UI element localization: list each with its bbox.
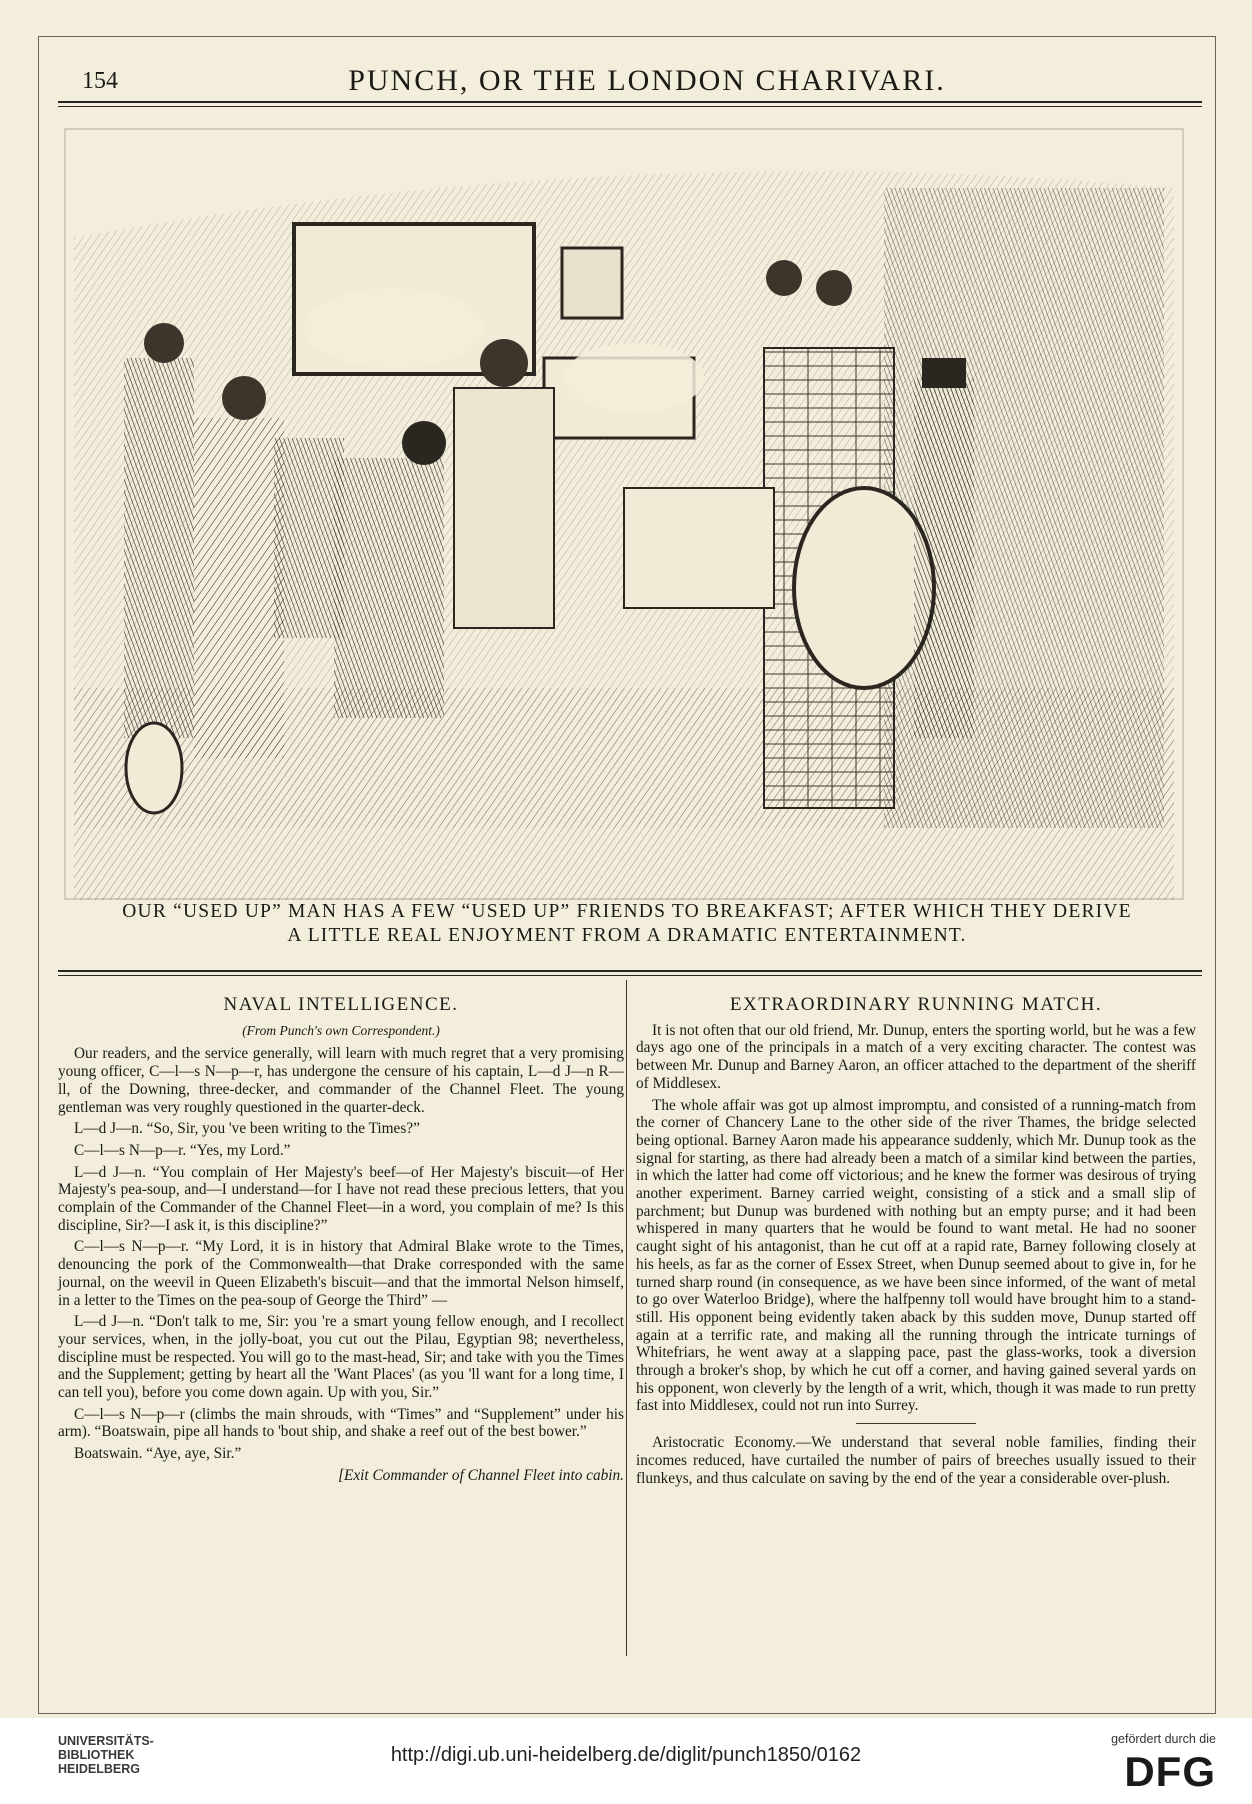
bulldog [126,723,182,813]
bass-drum [794,488,934,688]
guest-head [222,376,266,420]
caption-line-1: OUR “USED UP” MAN HAS A FEW “USED UP” FRIENDS TO BREAKFAST; AFTER WHICH THEY DERIVE [122,901,1132,922]
page-number: 154 [82,68,118,94]
publication-title: PUNCH, OR THE LONDON CHARIVARI. [348,64,946,97]
engraving-illustration [64,128,1184,900]
dialogue-line: L—d J—n. “So, Sir, you 've been writing to the Times?” [74,1120,420,1138]
running-header [78,60,1216,100]
dialogue-line: C—l—s N—p—r. “My Lord, it is in history that Admiral Blake wrote to the Times, denouncing the pork of the Commonwealth—that Drake corresponded with the same journal, on the weevil in Queen Elizabeth's biscuit—and that the immortal Nelson himself, in a letter to the Times on the pea-soup of George the Third” — [58,1238,624,1309]
smoke-cloud [564,343,704,413]
section-rule [58,970,1202,972]
article-byline: (From Punch's own Correspondent.) [242,1022,440,1038]
host-head [480,339,528,387]
puppet-punch [766,260,802,296]
dialogue-line: Boatswain. “Aye, aye, Sir.” [74,1445,242,1463]
dialogue-line: C—l—s N—p—r. “Yes, my Lord.” [74,1141,291,1159]
guest-head [402,421,446,465]
header-rule [58,101,1202,103]
gentleman-seated [194,418,284,758]
dfg-logo: DFG [1124,1748,1216,1795]
dialogue-line: C—l—s N—p—r (climbs the main shrouds, with “Times” and “Supplement” under his arm). “Boatswain, pipe all hands to 'bout ship, and shake a reef out of the best bower.” [58,1405,624,1441]
dialogue-line: L—d J—n. “Don't talk to me, Sir: you 're a smart young fellow enough, and I recollect your services, when, in the jolly-boat, you cut out the Pilau, Egyptian 98; nevertheless, discipline must be respected. You will go to the mast-head, Sir; and take with you the Times and the Supplement; getting by heart all the 'Want Places' (as you 'll want for a long time, I can tell you), before you come down again. Up with you, Sir.” [58,1313,624,1402]
gentleman-back-view [334,458,444,718]
source-url-link[interactable]: http://digi.ub.uni-heidelberg.de/diglit/punch1850/0162 [390,1744,862,1766]
gentleman-standing [124,358,194,738]
funding-note: gefördert durch die [1111,1732,1216,1746]
article-title: EXTRAORDINARY RUNNING MATCH. [729,994,1103,1015]
article-divider [856,1423,976,1424]
naval-intelligence-article [58,996,624,1485]
digitization-footer [0,1718,1252,1804]
caption-line-2: A LITTLE REAL ENJOYMENT FROM A DRAMATIC ENTERTAINMENT. [287,925,967,946]
smoke-cloud [304,288,484,368]
breakfast-table [624,488,774,608]
university-library-logo: UNIVERSITÄTS- BIBLIOTHEK HEIDELBERG [58,1734,154,1776]
stage-direction: [Exit Commander of Channel Fleet into cabin. [338,1466,624,1484]
header-rule-thin [58,106,1202,107]
article-paragraph: The whole affair was got up almost impromptu, and consisted of a running-match from the corner of Chancery Lane to the other side of the river Thames, the bridge selected being optional. Barney Aaron made his appearance suddenly, which Mr. Dunup took as the signal for starting, as there had already been a match of a similar kind between the parties, in which the latter had come off victorious; and he knew the former was desirous of trying another experiment. Barney carried weight, consisting of a stick and a small slip of parchment; but Dunup was burdened with nothing but an empty purse; and it had been whispered in many quarters that he would be found to want metal. He had no sooner caught sight of his antagonist, than he cut off at a rapid rate, Barney following closely at his heels, as far as the corner of Essex Street, when Dunup seemed about to give in, for he turned sharp round (in consequence, as we have been since informed, of the want of metal to go over Waterloo Bridge), where the halfpenny toll would have brought him to a stand-still. His opponent being evidently taken aback by this sudden move, Dunup started off again at a terrific rate, and making all the running through the intricate turnings of Whitefriars, he went away at a slapping pace, past the glass-works, took a diversion through a broker's shop, by which he cut off a corner, and having gained several yards on his opponent, won cleverly by the length of a writ, which, though it was made to run pretty fast into Middlesex, could not run into Surrey. [636,1096,1196,1415]
article-paragraph: Our readers, and the service generally, will learn with much regret that a very promising young officer, C—l—s N—p—r, has undergone the censure of his captain, L—d J—n R—ll, of the Downing, three-decker, and commander of the Channel Fleet. The young gentleman was very roughly questioned in the quarter-deck. [58,1045,624,1116]
dialogue-line: L—d J—n. “You complain of Her Majesty's beef—of Her Majesty's biscuit—of Her Majesty's pea-soup, and—I understand—for I have not read these precious letters, that you complain of the Commander of the Channel Fleet—in a word, you complain of me? Is this discipline, Sir?—I ask it, is this discipline?” [58,1163,624,1234]
drummer-figure [914,378,974,738]
wall-portrait [562,248,622,318]
article-title: NAVAL INTELLIGENCE. [223,994,459,1015]
gentleman-seated [274,438,344,638]
guest-head [144,323,184,363]
section-rule-thin [58,975,1202,976]
running-match-article [636,996,1196,1491]
illustration-caption [60,900,1194,948]
host-reclining [454,388,554,628]
puppet-judy [816,270,852,306]
article-paragraph: It is not often that our old friend, Mr. Dunup, enters the sporting world, but he was a few days ago one of the principals in a match of a very exciting character. The contest was between Mr. Dunup and Barney Aaron, an officer attached to the department of the sheriff of Middlesex. [636,1021,1196,1092]
column-separator [626,980,627,1656]
drummer-hat [922,358,966,388]
aristocratic-economy-paragraph: Aristocratic Economy.—We understand that several noble families, finding their incomes reduced, have curtailed the number of pairs of breeches usually issued to their flunkeys, and thus calculate on saving by the end of the year a considerable over-plush. [636,1434,1196,1487]
